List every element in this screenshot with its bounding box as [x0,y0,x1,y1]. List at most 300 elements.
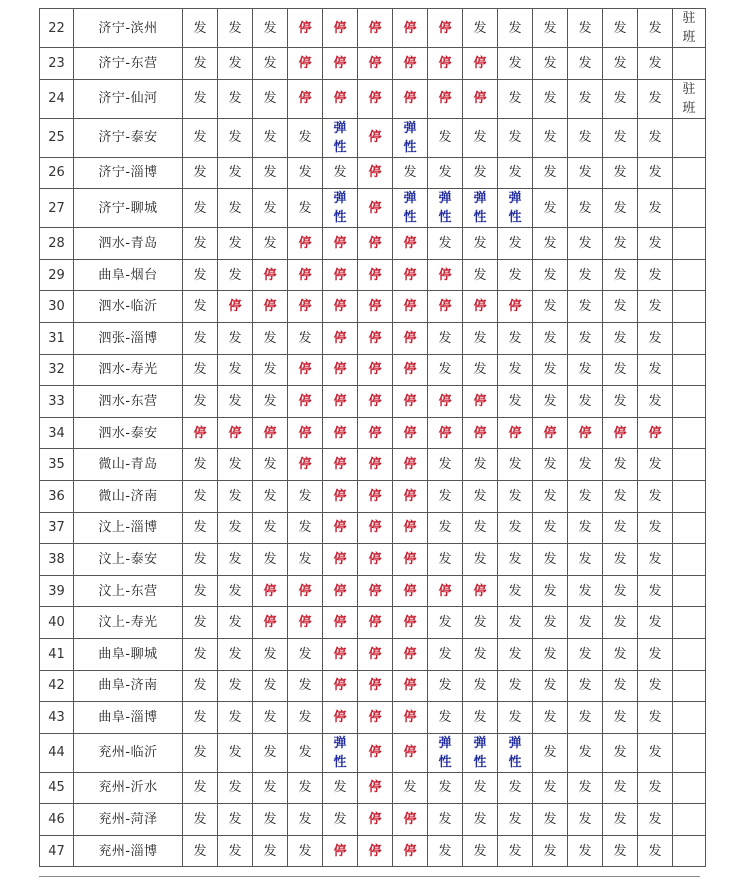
status-running: 发 [578,457,592,473]
status-running: 发 [228,165,242,181]
status-running: 发 [298,646,312,662]
status-running: 发 [193,267,207,283]
row-number: 25 [40,118,74,157]
status-suspended: 停 [368,165,382,181]
schedule-table-body [40,9,706,867]
status-cell [498,118,533,157]
status-cell [568,702,603,734]
status-cell [393,575,428,607]
row-number: 28 [40,228,74,260]
status-cell [218,702,253,734]
route-name: 兖州-菏泽 [74,804,183,836]
status-cell [498,638,533,670]
status-cell [253,670,288,702]
status-cell [393,259,428,291]
status-cell [568,512,603,544]
route-name: 微山-青岛 [74,449,183,481]
status-cell [603,512,638,544]
status-cell [393,157,428,189]
status-cell [358,322,393,354]
status-cell [568,322,603,354]
status-running: 发 [193,91,207,107]
status-suspended: 停 [508,425,522,441]
status-running: 发 [543,812,557,828]
status-cell [498,228,533,260]
status-cell [498,449,533,481]
status-running: 发 [613,200,627,216]
status-flexible-char: 性 [403,210,417,226]
remark-cell [673,670,706,702]
status-suspended: 停 [368,393,382,409]
status-cell [323,772,358,804]
status-cell [393,638,428,670]
status-running: 发 [438,235,452,251]
status-running: 发 [613,646,627,662]
status-cell [358,259,393,291]
status-flexible-char: 弹 [508,191,522,207]
status-cell [218,449,253,481]
row-number: 23 [40,48,74,80]
status-running: 发 [508,812,522,828]
status-running: 发 [613,235,627,251]
status-cell [358,804,393,836]
status-cell [183,733,218,772]
remark-char: 驻 [682,11,696,26]
status-running: 发 [578,235,592,251]
status-running: 发 [193,235,207,251]
route-name: 济宁-聊城 [74,189,183,228]
status-cell [183,575,218,607]
status-cell [253,48,288,80]
status-cell [533,118,568,157]
remark-cell [673,354,706,386]
status-running: 发 [193,583,207,599]
status-cell [358,480,393,512]
table-row [40,835,706,867]
status-flexible [428,734,462,772]
status-cell [428,79,463,118]
status-running: 发 [648,457,662,473]
status-cell [533,322,568,354]
status-cell [183,702,218,734]
status-cell [463,48,498,80]
status-cell [393,607,428,639]
status-cell [463,9,498,48]
status-running: 发 [508,520,522,536]
status-cell [603,702,638,734]
status-cell [183,189,218,228]
status-running: 发 [333,812,347,828]
status-suspended: 停 [333,520,347,536]
status-cell [603,575,638,607]
status-suspended: 停 [333,457,347,473]
row-number: 39 [40,575,74,607]
status-suspended: 停 [368,425,382,441]
route-name: 泗水-青岛 [74,228,183,260]
status-cell [253,512,288,544]
status-suspended: 停 [298,393,312,409]
status-cell [218,638,253,670]
status-cell [323,417,358,449]
status-cell [288,354,323,386]
status-cell [218,9,253,48]
status-running: 发 [543,393,557,409]
status-cell [568,733,603,772]
status-cell [183,417,218,449]
status-cell [253,638,288,670]
status-running: 发 [263,551,277,567]
status-suspended: 停 [403,299,417,315]
status-suspended: 停 [333,20,347,36]
status-cell [253,9,288,48]
status-cell [218,544,253,576]
status-cell [638,480,673,512]
route-name: 汶上-泰安 [74,544,183,576]
table-row [40,480,706,512]
status-running: 发 [473,235,487,251]
status-cell [183,386,218,418]
status-suspended: 停 [298,267,312,283]
status-flexible [498,189,532,227]
status-cell [533,354,568,386]
status-suspended: 停 [368,745,382,761]
status-cell [428,480,463,512]
status-suspended: 停 [403,20,417,36]
status-cell [463,354,498,386]
status-running: 发 [578,843,592,859]
status-flexible-char: 弹 [333,735,347,751]
route-name: 泗水-寿光 [74,354,183,386]
status-cell [568,804,603,836]
status-cell [533,480,568,512]
status-running: 发 [263,745,277,761]
status-suspended: 停 [403,520,417,536]
status-cell [603,449,638,481]
status-running: 发 [193,780,207,796]
remark-char: 班 [682,30,696,45]
status-running: 发 [193,165,207,181]
status-cell [638,804,673,836]
status-cell [603,480,638,512]
status-cell [603,544,638,576]
status-suspended: 停 [263,615,277,631]
status-flexible [393,189,427,227]
status-suspended: 停 [403,457,417,473]
status-cell [393,449,428,481]
row-number: 29 [40,259,74,291]
status-suspended: 停 [333,646,347,662]
status-running: 发 [228,55,242,71]
table-row [40,189,706,228]
status-suspended: 停 [578,425,592,441]
status-running: 发 [193,457,207,473]
status-suspended: 停 [263,299,277,315]
status-cell [218,259,253,291]
status-cell [393,804,428,836]
status-suspended: 停 [368,267,382,283]
status-cell [253,228,288,260]
status-cell [533,417,568,449]
remark-cell [673,228,706,260]
status-suspended: 停 [368,678,382,694]
bus-schedule-table [39,8,706,867]
status-cell [463,512,498,544]
status-suspended: 停 [473,583,487,599]
status-cell [288,638,323,670]
status-running: 发 [508,362,522,378]
status-running: 发 [263,678,277,694]
status-cell [463,638,498,670]
status-running: 发 [648,488,662,504]
status-running: 发 [543,91,557,107]
status-cell [638,228,673,260]
status-cell [288,48,323,80]
status-suspended: 停 [298,235,312,251]
status-running: 发 [648,267,662,283]
status-suspended: 停 [333,362,347,378]
status-cell [533,772,568,804]
status-cell [638,118,673,157]
status-cell [393,79,428,118]
status-running: 发 [228,393,242,409]
status-flexible-char: 弹 [333,191,347,207]
table-row [40,157,706,189]
status-cell [323,189,358,228]
status-cell [428,733,463,772]
status-cell [533,79,568,118]
status-flexible-char: 性 [333,754,347,770]
status-cell [603,228,638,260]
status-running: 发 [228,551,242,567]
status-running: 发 [473,165,487,181]
status-running: 发 [263,780,277,796]
status-cell [638,575,673,607]
status-cell [638,79,673,118]
status-cell [288,118,323,157]
status-running: 发 [578,583,592,599]
status-running: 发 [298,488,312,504]
status-running: 发 [298,165,312,181]
table-row [40,9,706,48]
status-cell [323,449,358,481]
status-running: 发 [613,812,627,828]
status-cell [463,804,498,836]
status-cell [463,607,498,639]
status-running: 发 [648,362,662,378]
status-running: 发 [543,20,557,36]
status-running: 发 [613,91,627,107]
status-cell [323,480,358,512]
status-cell [183,228,218,260]
status-cell [638,157,673,189]
status-suspended: 停 [438,425,452,441]
status-cell [568,354,603,386]
status-running: 发 [613,583,627,599]
remark-cell [673,733,706,772]
status-running: 发 [228,91,242,107]
status-cell [253,322,288,354]
status-cell [358,449,393,481]
status-running: 发 [508,20,522,36]
status-running: 发 [438,615,452,631]
status-flexible-char: 性 [438,754,452,770]
table-row [40,607,706,639]
status-running: 发 [228,362,242,378]
status-running: 发 [543,709,557,725]
row-number: 22 [40,9,74,48]
remark-cell [673,322,706,354]
status-suspended: 停 [438,267,452,283]
status-running: 发 [193,393,207,409]
status-cell [533,733,568,772]
table-row [40,48,706,80]
status-running: 发 [473,457,487,473]
status-cell [533,702,568,734]
status-cell [428,804,463,836]
status-running: 发 [543,583,557,599]
status-cell [533,804,568,836]
status-cell [358,79,393,118]
status-cell [218,480,253,512]
status-running: 发 [543,646,557,662]
status-running: 发 [613,267,627,283]
status-cell [428,638,463,670]
status-running: 发 [263,165,277,181]
status-cell [183,804,218,836]
status-cell [498,733,533,772]
status-cell [253,291,288,323]
status-cell [183,48,218,80]
status-running: 发 [298,678,312,694]
status-running: 发 [578,709,592,725]
status-cell [358,118,393,157]
row-number: 37 [40,512,74,544]
status-cell [428,417,463,449]
status-cell [253,575,288,607]
status-running: 发 [578,55,592,71]
status-cell [463,322,498,354]
remark-cell [673,480,706,512]
status-cell [428,291,463,323]
status-cell [463,449,498,481]
status-running: 发 [228,235,242,251]
row-number: 38 [40,544,74,576]
remark-cell [673,48,706,80]
status-cell [183,157,218,189]
status-cell [218,733,253,772]
status-cell [533,48,568,80]
status-running: 发 [193,615,207,631]
status-running: 发 [228,520,242,536]
status-suspended: 停 [438,393,452,409]
status-running: 发 [193,812,207,828]
status-running: 发 [613,520,627,536]
status-running: 发 [228,646,242,662]
status-cell [393,480,428,512]
status-running: 发 [543,843,557,859]
status-flexible-char: 性 [333,210,347,226]
status-suspended: 停 [333,709,347,725]
status-cell [183,670,218,702]
status-running: 发 [648,709,662,725]
status-flexible [463,189,497,227]
status-cell [463,480,498,512]
status-flexible-char: 性 [508,754,522,770]
table-row [40,638,706,670]
status-running: 发 [193,678,207,694]
status-cell [253,354,288,386]
status-running: 发 [648,551,662,567]
status-cell [638,48,673,80]
status-cell [603,417,638,449]
status-suspended: 停 [368,130,382,146]
status-cell [428,544,463,576]
status-cell [218,79,253,118]
status-cell [603,322,638,354]
status-flexible-char: 性 [508,210,522,226]
status-cell [183,638,218,670]
status-flexible [393,119,427,157]
status-running: 发 [263,646,277,662]
status-running: 发 [473,843,487,859]
status-running: 发 [298,745,312,761]
status-running: 发 [228,615,242,631]
status-running: 发 [298,709,312,725]
status-running: 发 [648,780,662,796]
status-suspended: 停 [368,583,382,599]
route-name: 汶上-淄博 [74,512,183,544]
status-cell [358,772,393,804]
status-running: 发 [193,745,207,761]
status-running: 发 [613,457,627,473]
status-cell [638,638,673,670]
status-running: 发 [333,165,347,181]
status-running: 发 [543,457,557,473]
status-suspended: 停 [403,646,417,662]
status-flexible-char: 弹 [333,120,347,136]
remark-char: 班 [682,100,696,116]
status-suspended: 停 [403,362,417,378]
status-cell [288,417,323,449]
status-cell [603,835,638,867]
status-cell [568,417,603,449]
status-cell [428,259,463,291]
status-running: 发 [473,267,487,283]
status-running: 发 [473,330,487,346]
status-running: 发 [263,488,277,504]
status-running: 发 [578,745,592,761]
status-cell [638,386,673,418]
status-running: 发 [228,457,242,473]
status-running: 发 [228,130,242,146]
status-suspended: 停 [368,235,382,251]
status-suspended: 停 [403,745,417,761]
status-cell [498,480,533,512]
status-flexible-char: 弹 [473,735,487,751]
status-cell [253,449,288,481]
status-suspended: 停 [473,393,487,409]
table-row [40,354,706,386]
status-suspended: 停 [368,55,382,71]
status-cell [358,189,393,228]
status-running: 发 [438,646,452,662]
status-cell [603,670,638,702]
status-running: 发 [543,330,557,346]
status-cell [183,354,218,386]
status-suspended: 停 [368,457,382,473]
status-running: 发 [543,267,557,283]
status-running: 发 [508,488,522,504]
